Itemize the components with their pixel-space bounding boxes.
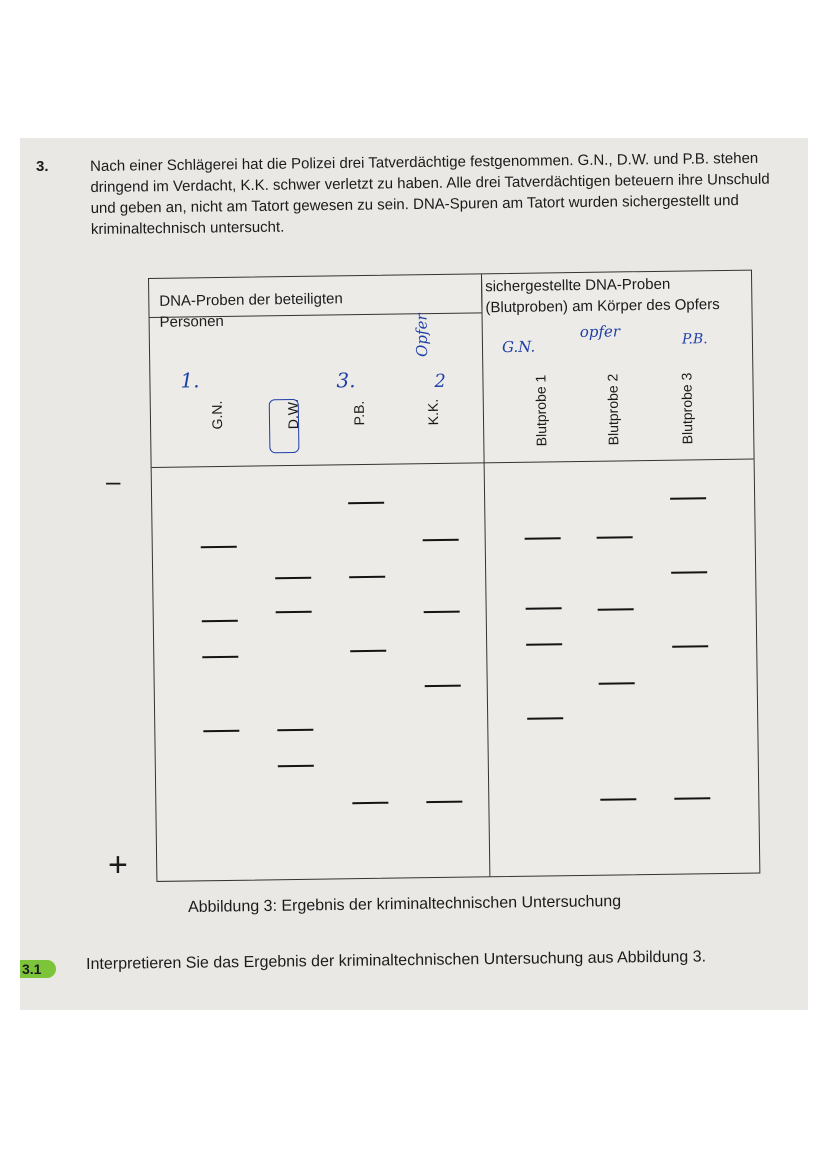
dw-circled-mark	[269, 399, 300, 453]
handwritten-kk-opfer-note: Opfer	[412, 313, 432, 358]
gel-band	[598, 608, 634, 611]
gel-band	[672, 645, 708, 648]
gel-electrophoresis-table	[148, 270, 760, 882]
gel-band	[526, 607, 562, 610]
gel-band	[348, 502, 384, 505]
figure-caption: Abbildung 3: Ergebnis der kriminaltechnischen Untersuchung	[187, 892, 622, 917]
subtask-question: Interpretieren Sie das Ergebnis der kriminaltechnischen Untersuchung aus Abbildung 3.	[86, 948, 707, 973]
left-header: DNA-Proben der beteiligten Personen	[159, 290, 343, 331]
gel-band	[276, 611, 312, 614]
handwritten-kk-mark: 2	[434, 370, 447, 393]
table-divider-vertical	[481, 274, 490, 876]
gel-band	[525, 537, 561, 540]
lane-label-pb: P.B.	[350, 400, 368, 426]
gel-band	[202, 656, 238, 659]
gel-band	[423, 539, 459, 542]
anode-plus-label: +	[108, 846, 128, 884]
gel-band	[599, 682, 635, 685]
gel-band	[202, 620, 238, 623]
handwritten-gn-note: G.N.	[501, 337, 536, 357]
lane-label-blutprobe-1: Blutprobe 1	[532, 374, 550, 447]
gel-band	[352, 802, 388, 805]
worksheet	[20, 138, 808, 1010]
gel-band	[527, 717, 563, 720]
task-description: Nach einer Schlägerei hat die Polizei drei Tatverdächtige festgenommen. G.N., D.W. und P.B. stehen dringend im Verdacht, K.K. schwer verletzt zu haben. Alle drei Tatverdächtigen beteuern ihre Unschuld und geben an, nicht am Tatort gewesen zu sein. DNA-Spuren am Tatort wurden sichergestellt und kriminaltechnisch untersucht.	[90, 149, 770, 238]
gel-band	[597, 536, 633, 539]
gel-band	[349, 576, 385, 579]
gel-band	[526, 643, 562, 646]
handwritten-pb-mark: 3.	[336, 368, 356, 393]
gel-band	[425, 685, 461, 688]
lane-label-dw: D.W.	[284, 398, 302, 430]
table-divider-horizontal	[152, 459, 754, 468]
gel-band	[203, 730, 239, 733]
lane-label-blutprobe-2: Blutprobe 2	[604, 373, 622, 446]
gel-band	[201, 546, 237, 549]
gel-band	[275, 577, 311, 580]
handwritten-pb-note: P.B.	[681, 331, 708, 348]
cathode-minus-label: –	[106, 466, 121, 496]
handwritten-opfer-note: opfer	[579, 322, 621, 341]
lane-label-kk: K.K.	[424, 398, 442, 426]
lane-label-blutprobe-3: Blutprobe 3	[678, 372, 696, 445]
gel-band	[277, 729, 313, 732]
gel-band	[426, 801, 462, 804]
gel-band	[278, 765, 314, 768]
task-number: 3.	[36, 158, 49, 175]
lane-label-gn: G.N.	[208, 400, 226, 430]
handwritten-gn-mark: 1.	[180, 368, 200, 393]
gel-band	[350, 650, 386, 653]
subtask-number-badge: 3.1	[20, 960, 56, 978]
gel-band	[600, 798, 636, 801]
right-header: sichergestellte DNA-Proben (Blutproben) am Körper des Opfers	[485, 275, 720, 317]
gel-band	[671, 571, 707, 574]
gel-band	[424, 611, 460, 614]
gel-band	[674, 797, 710, 800]
gel-band	[670, 497, 706, 500]
